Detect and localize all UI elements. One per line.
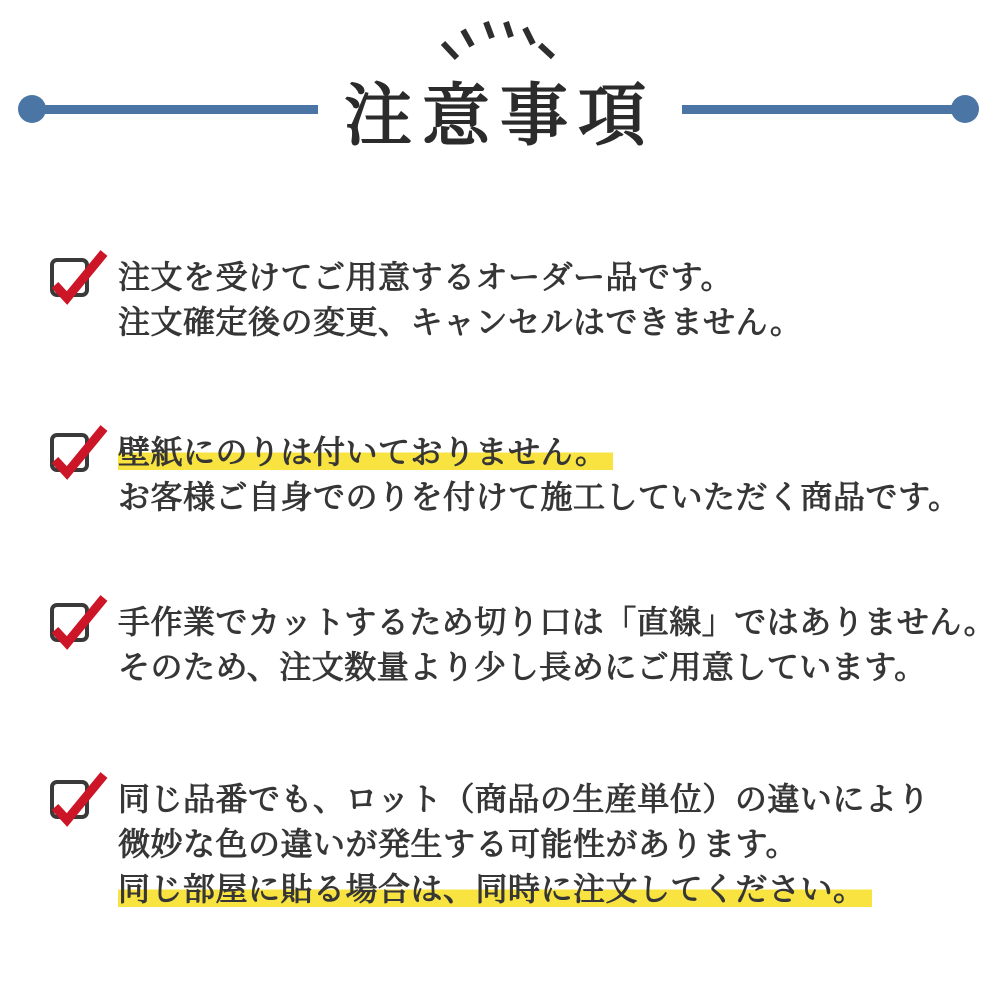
- page-title: 注意事項: [343, 78, 656, 154]
- highlighted-text: 同じ部屋に貼る場合は、同時に注文してください。: [118, 871, 872, 907]
- header: [0, 0, 1000, 170]
- notice-line: そのため、注文数量より少し長めにご用意しています。: [118, 649, 927, 685]
- checkmark-icon: [44, 767, 114, 831]
- checkmark-icon: [44, 420, 114, 484]
- highlighted-text: 壁紙にのりは付いておりません。: [118, 434, 613, 470]
- checkmark-icon: [44, 245, 114, 309]
- notice-line: 注文を受けてご用意するオーダー品です。: [118, 259, 733, 295]
- notice-line: 注文確定後の変更、キャンセルはできません。: [118, 304, 803, 340]
- divider-dot-right: [951, 95, 979, 123]
- notice-line: 同じ品番でも、ロット（商品の生産単位）の違いにより: [118, 781, 930, 817]
- divider-line-right: [682, 105, 955, 114]
- notice-line: 微妙な色の違いが発生する可能性があります。: [118, 826, 798, 862]
- notice-line: [118, 867, 998, 912]
- notice-line: 手作業でカットするため切り口は「直線」ではありません。: [118, 604, 997, 640]
- checkmark-icon: [44, 590, 114, 654]
- notice-line: お客様ご自身でのりを付けて施工していただく商品です。: [118, 479, 961, 515]
- notice-line: [118, 430, 998, 475]
- burst-rays-icon: [435, 13, 565, 65]
